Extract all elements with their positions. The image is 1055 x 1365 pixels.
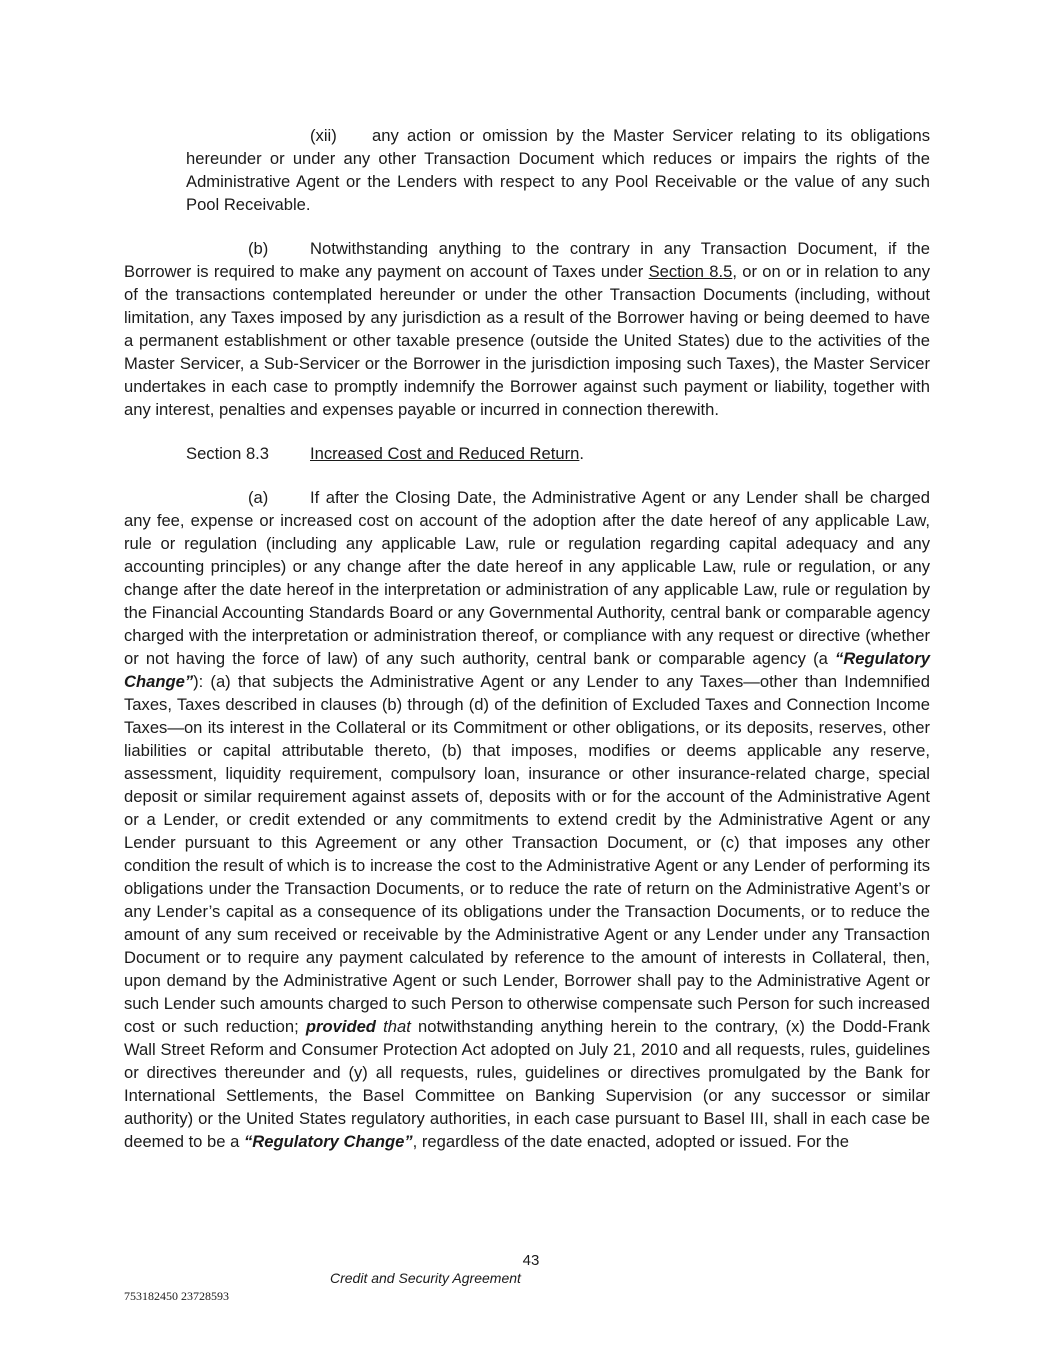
clause-text: Notwithstanding anything to the contrary in any Transaction Document, if the Borrower is required to make any payment on account of Taxes under bbox=[124, 239, 930, 281]
clause-text: , or on or in relation to any of the transactions contemplated hereunder or under the other Transaction Documents (including, without limitation, any Taxes imposed by any jurisdiction as a result of the Borrower having or being deemed to have a permanent establishment or other taxable presence (outside the United States) due to the activities of the Master Servicer, a Sub-Servicer or the Borrower in the jurisdiction imposing such Taxes), the Master Servicer undertakes in each case to promptly indemnify the Borrower against such payment or liability, together with any interest, penalties and expenses payable or incurred in connection therewith. bbox=[124, 262, 930, 419]
section-reference-link[interactable]: Section 8.5 bbox=[648, 262, 733, 281]
clause-b bbox=[124, 237, 930, 421]
clause-text: If after the Closing Date, the Administrative Agent or any Lender shall be charged any fee, expense or increased cost on account of the adoption after the date hereof of any applicable Law, rule or regulation (including any applicable Law, rule or regulation regarding capital adequacy and any accounting principles) or any change after the date hereof in any applicable Law, rule or regulation, or any change after the date hereof in the interpretation or administration of any applicable Law, rule or regulation by the Financial Accounting Standards Board or any Governmental Authority, central bank or comparable agency charged with the interpretation or administration thereof, or compliance with any request or directive (whether or not having the force of law) of any such authority, central bank or comparable agency (a bbox=[124, 488, 930, 668]
document-page bbox=[124, 124, 930, 1174]
clause-a bbox=[124, 486, 930, 1153]
clause-text: any action or omission by the Master Servicer relating to its obligations hereunder or under any other Transaction Document which reduces or impairs the rights of the Administrative Agent or the Lenders with respect to any Pool Receivable or the value of any such Pool Receivable. bbox=[186, 126, 930, 214]
section-heading bbox=[186, 442, 930, 465]
clause-text: notwithstanding anything herein to the contrary, (x) the Dodd-Frank Wall Street Reform and Consumer Protection Act adopted on July 21, 2010 and all requests, rules, guidelines or directives thereunder and (y) all requests, rules, guidelines or directives promulgated by the Bank for International Settlements, the Basel Committee on Banking Supervision (or any successor or similar authority) or the United States regulatory authorities, in each case pursuant to Basel III, shall in each case be deemed to be a bbox=[124, 1017, 930, 1151]
defined-term: “Regulatory Change” bbox=[124, 649, 930, 691]
defined-term: “Regulatory Change” bbox=[243, 1132, 413, 1151]
proviso-term: provided bbox=[305, 1017, 376, 1036]
section-number: Section 8.3 bbox=[186, 444, 270, 463]
clause-text: ): (a) that subjects the Administrative Agent or any Lender to any Taxes—other than Indemnified Taxes, Taxes described in clauses (b) through (d) of the definition of Excluded Taxes and Connection Income Taxes—on its interest in the Collateral or its Commitment or other obligations, or its deposits, reserves, other liabilities or capital attributable thereto, (b) that imposes, modifies or deems applicable any reserve, assessment, liquidity requirement, compulsory loan, insurance or other insurance-related charge, special deposit or similar requirement against assets of, deposits with or for the account of the Administrative Agent or a Lender, or credit extended or any commitments to extend credit by the Administrative Agent or any Lender pursuant to this Agreement or any other Transaction Document, or (c) that imposes any other condition the result of which is to increase the cost to the Administrative Agent or any Lender of performing its obligations under the Transaction Documents, or to reduce the rate of return on the Administrative Agent’s or any Lender’s capital as a consequence of its obligations under the Transaction Documents, or to reduce the amount of any sum received or receivable by the Administrative Agent or any Lender under any Transaction Document or to require any payment calculated by reference to the amount of interests in Collateral, then, upon demand by the Administrative Agent or such Lender, Borrower shall pay to the Administrative Agent or such Lender such amounts charged to such Person to otherwise compensate such Person for such increased cost or such reduction; bbox=[124, 672, 930, 1036]
section-title: Increased Cost and Reduced Return bbox=[310, 444, 580, 463]
proviso-that: that bbox=[383, 1017, 411, 1036]
clause-text: , regardless of the date enacted, adopted or issued. For the bbox=[412, 1132, 849, 1151]
page-number: 43 bbox=[522, 1252, 540, 1269]
section-title-end: . bbox=[579, 444, 584, 463]
document-title: Credit and Security Agreement bbox=[330, 1270, 521, 1286]
document-id: 753182450 23728593 bbox=[124, 1289, 229, 1303]
clause-number: (a) bbox=[248, 488, 269, 507]
clause-number: (xii) bbox=[310, 126, 337, 145]
clause-xii bbox=[186, 124, 930, 216]
clause-number: (b) bbox=[248, 239, 269, 258]
